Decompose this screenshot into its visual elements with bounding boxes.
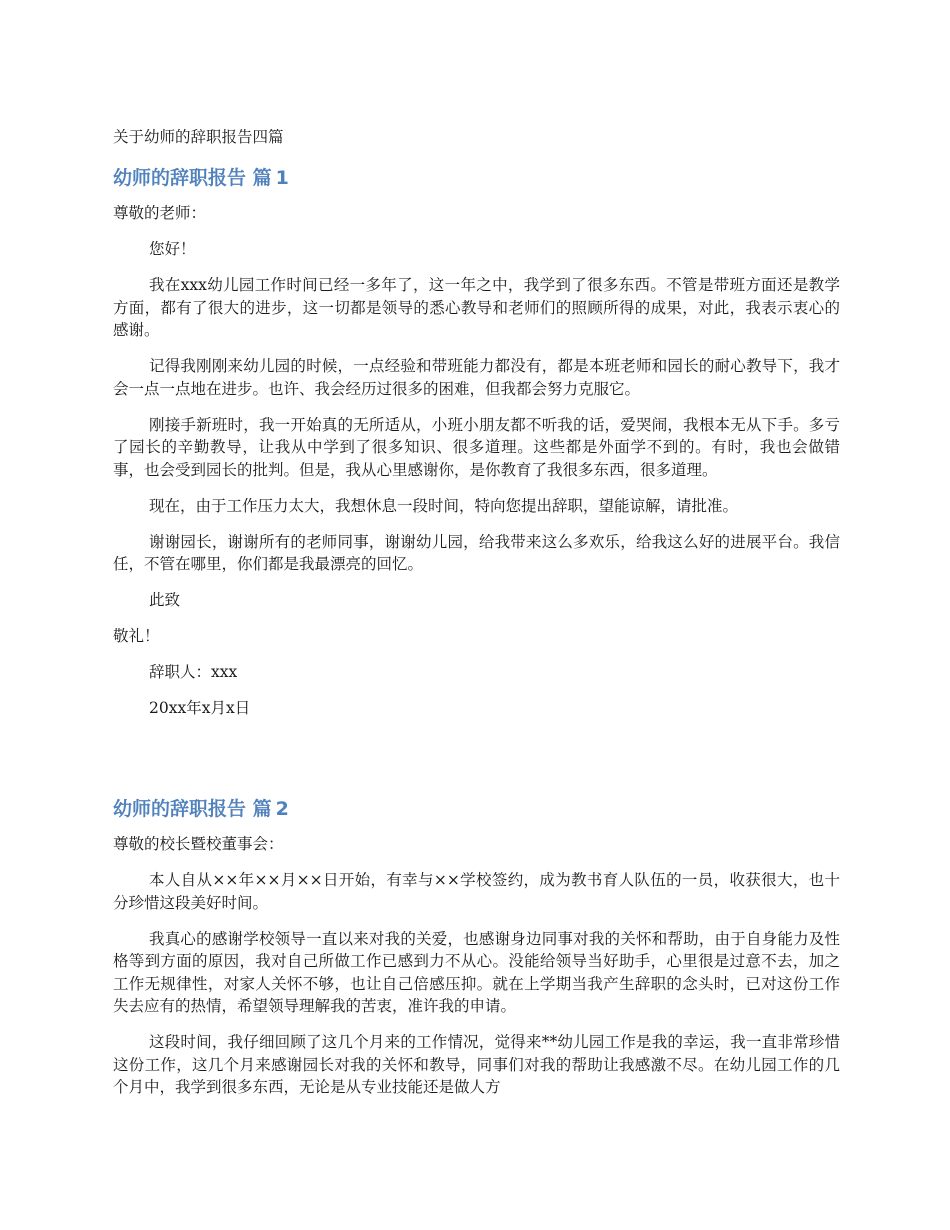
section-1-heading-text: 幼师的辞职报告 篇 bbox=[113, 167, 272, 189]
section-1-salutation: 尊敬的老师： bbox=[113, 204, 207, 222]
section-2 bbox=[113, 796, 840, 1112]
section-2-heading-text: 幼师的辞职报告 篇 bbox=[113, 798, 272, 820]
section-1-paragraph-3: 刚接手新班时，我一开始真的无所适从，小班小朋友都不听我的话，爱哭闹，我根本无从下手。多亏了园长的辛勤教导，让我从中学到了很多知识、很多道理。这些都是外面学不到的。有时，我也会做错事，也会受到园长的批判。但是，我从心里感谢你，是你教育了我很多东西，很多道理。 bbox=[113, 415, 840, 479]
section-2-paragraph-1: 本人自从××年××月××日开始，有幸与××学校签约，成为教书育人队伍的一员，收获很大，也十分珍惜这段美好时间。 bbox=[113, 871, 840, 912]
section-1-greeting: 您好！ bbox=[149, 240, 196, 258]
section-1-paragraph-1: 我在xxx幼儿园工作时间已经一多年了，这一年之中，我学到了很多东西。不管是带班方面还是教学方面，都有了很大的进步，这一切都是领导的悉心教导和老师们的照顾所得的成果，对此，我表示衷心的感谢。 bbox=[113, 276, 840, 339]
section-2-paragraph-2: 我真心的感谢学校领导一直以来对我的关爱，也感谢身边同事对我的关怀和帮助，由于自身能力及性格等到方面的原因，我对自己所做工作已感到力不从心。没能给领导当好助手，心里很是过意不去，加之工作无规律性，对家人关怀不够，也让自己倍感压抑。就在上学期当我产生辞职的念头时，已对这份工作失去应有的热情，希望领导理解我的苦衷，准许我的申请。 bbox=[113, 929, 840, 1015]
section-1-closing: 此致 bbox=[149, 591, 181, 609]
section-2-heading-number: 2 bbox=[275, 798, 289, 820]
section-1-regards: 敬礼！ bbox=[113, 627, 160, 645]
section-1-paragraph-5: 谢谢园长，谢谢所有的老师同事，谢谢幼儿园，给我带来这么多欢乐，给我这么好的进展平台。我信任，不管在哪里，你们都是我最漂亮的回忆。 bbox=[113, 532, 840, 573]
section-1-heading-number: 1 bbox=[275, 167, 289, 189]
section-1 bbox=[113, 165, 840, 733]
section-1-paragraph-2: 记得我刚刚来幼儿园的时候，一点经验和带班能力都没有，都是本班老师和园长的耐心教导下，我才会一点一点地在进步。也许、我会经历过很多的困难，但我都会努力克服它。 bbox=[113, 357, 840, 398]
section-2-paragraph-3: 这段时间，我仔细回顾了这几个月来的工作情况，觉得来**幼儿园工作是我的幸运，我一直非常珍惜这份工作，这几个月来感谢园长对我的关怀和教导，同事们对我的帮助让我感激不尽。在幼儿园工作的几个月中，我学到很多东西，无论是从专业技能还是做人方 bbox=[113, 1033, 840, 1096]
section-2-heading bbox=[113, 796, 840, 822]
section-1-paragraph-4: 现在，由于工作压力太大，我想休息一段时间，特向您提出辞职，望能谅解，请批准。 bbox=[149, 496, 739, 515]
section-1-heading bbox=[113, 165, 840, 191]
section-2-salutation: 尊敬的校长暨校董事会： bbox=[113, 835, 284, 853]
section-1-date: 20xx年x月x日 bbox=[149, 699, 251, 717]
document-title: 关于幼师的辞职报告四篇 bbox=[113, 128, 284, 146]
section-1-signature: 辞职人：xxx bbox=[149, 663, 238, 681]
